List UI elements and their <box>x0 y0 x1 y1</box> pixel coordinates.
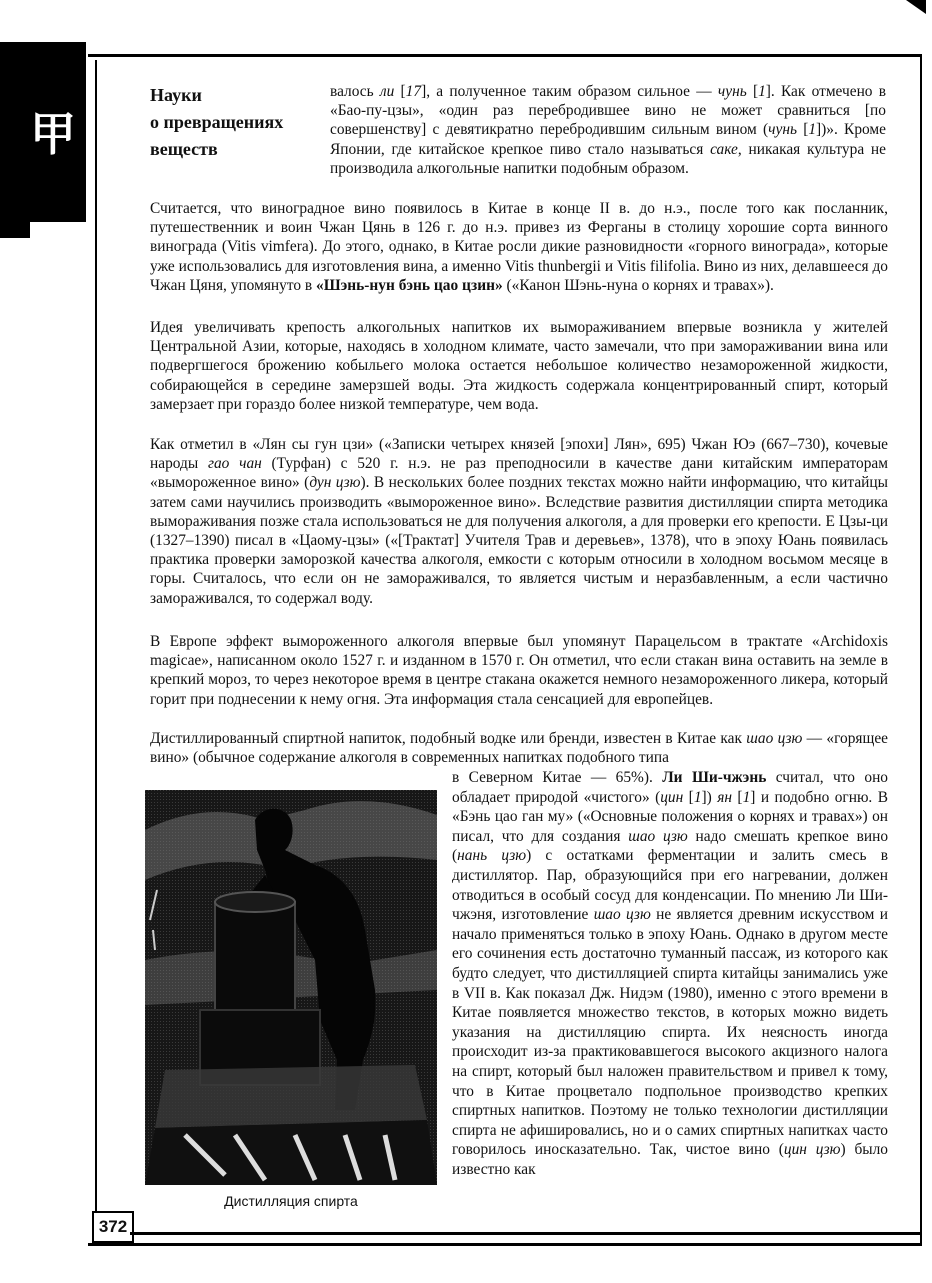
chapter-glyph-icon: 甲 <box>30 107 76 161</box>
section-tab-stub <box>0 222 30 238</box>
paragraph-4: В Европе эффект вымороженного алкоголя впервые был упомянут Парацельсом в трактате «Archidoxis magicae», написанном около 1527 г. и изданном в 1570 г. Он отметил, что если стакан вина оставить на земле в крепкий мороз, то через некоторое время в центре стакана окажется немного незамороженного ликера, который горит при поднесении к нему огня. Эта информация стала сенсацией для европейцев. <box>150 633 888 708</box>
heading-line: о превращениях <box>150 112 284 132</box>
heading-line: веществ <box>150 139 218 159</box>
section-tab <box>0 42 86 222</box>
paragraph-6: в Северном Китае — 65%). Ли Ши-чжэнь считал, что оно обладает природой «чистого» (цин [1]) ян [1] и подобно огню. В «Бэнь цао ган му» («Основные положения о корнях и травах») он писал, что для создания шао цзю надо смешать крепкое вино (нань цзю) с остатками ферментации и залить смесь в дистиллятор. Пар, образующийся при его нагревании, должен отводиться в особый сосуд для конденсации. По мнению Ли Ши-чжэня, изготовление шао цзю не является древним искусством и начало применяться только в эпоху Юань. Однако в другом месте его сочинения есть достаточно туманный пассаж, из которого как будто следует, что дистилляцией спирта китайцы занимались уже в VII в. Как показал Дж. Нидэм (1980), именно с этого времени в Китае появляется множество текстов, в которых можно видеть указания на дистилляцию спирта. Их неясность иногда происходит из-за практиковавшегося высокого акцизного налога на спирт, который был наложен правительством и привел к тому, что в Китае процветало подпольное производство крепких спиртных напитков. Поэтому не только технологии дистилляции спирта не афишировались, но и о самих спиртных напитках часто говорилось иносказательно. Так, чистое вино (цин цзю) было известно как <box>452 769 889 1178</box>
corner-mark <box>906 0 926 14</box>
paragraph-0: валось ли [17], а полученное таким образом сильное — чунь [1]. Как отмечено в «Бао-пу-цзы», «один раз перебродившее вино не может сравниться [по совершенству] с девятикратно перебродившим сильным вином (чунь [1])». Кроме Японии, где китайское крепкое пиво стало называться саке, никакая культура не производила алкогольные напитки подобным образом. <box>330 83 887 177</box>
paragraph-2: Идея увеличивать крепость алкогольных напитков их вымораживанием впервые возникла у жителей Центральной Азии, которые, находясь в холодном климате, часто замечали, что при замораживании вина или подвергшегося брожению кобыльего молока остается небольшое количество незамороженной жидкости, собирающейся в середине замерзшей воды. Эта жидкость содержала концентрированный спирт, который замерзает при гораздо более низкой температуре, чем вода. <box>150 319 888 413</box>
heading-line: Науки <box>150 85 202 105</box>
bottom-rule <box>130 1232 920 1235</box>
paragraph-5: Дистиллированный спиртной напиток, подобный водке или бренди, известен в Китае как шао цзю — «горящее вино» (обычное содержание алкоголя в современных напитках подобного типа <box>150 730 888 767</box>
left-rule <box>95 60 97 1215</box>
figure-caption: Дистилляция спирта <box>224 1193 358 1209</box>
paragraph-1: Считается, что виноградное вино появилось в Китае в конце II в. до н.э., после того как посланник, путешественник и воин Чжан Цянь в 126 г. до н.э. привез из Ферганы в столицу хорошие сорта винного винограда (Vitis vimfera). До этого, однако, в Китае росли дикие разновидности «горного винограда», которые уже использовались для изготовления вина, а именно Vitis thunbergii и Vitis filifolia. Вино из них, делавшееся до Чжан Цяня, упомянуто в «Шэнь-нун бэнь цао цзин» («Канон Шэнь-нуна о корнях и травах»). <box>150 200 888 294</box>
page-number: 372 <box>92 1211 134 1243</box>
distillation-illustration <box>145 790 437 1185</box>
distillation-artwork <box>145 790 437 1185</box>
paragraph-3: Как отметил в «Лян сы гун цзи» («Записки четырех князей [эпохи] Лян», 695) Чжан Юэ (667–730), кочевые народы гао чан (Турфан) с 520 г. н.э. не раз преподносили в качестве дани китайским императорам «вымороженное вино» (дун цзю). В нескольких более поздних текстах можно найти информацию, что китайцы затем сами научились производить «вымороженное вино». Вследствие развития дистилляции спирта методика вымораживания позже стала использоваться не для получения алкоголя, а для проверки его крепости. Е Цзы-ци (1327–1390) писал в «Цаому-цзы» («[Трактат] Учителя Трав и деревьев», 1378), что в эпоху Юань появилась практика проверки заморозкой качества алкоголя, емкости с которым относили в холодном восьмом месяце в горы. Считалось, что если он не замораживался, то является чистым и неразбавленным, а если частично замораживался, то содержал воду. <box>150 436 888 607</box>
running-heading <box>150 82 330 163</box>
